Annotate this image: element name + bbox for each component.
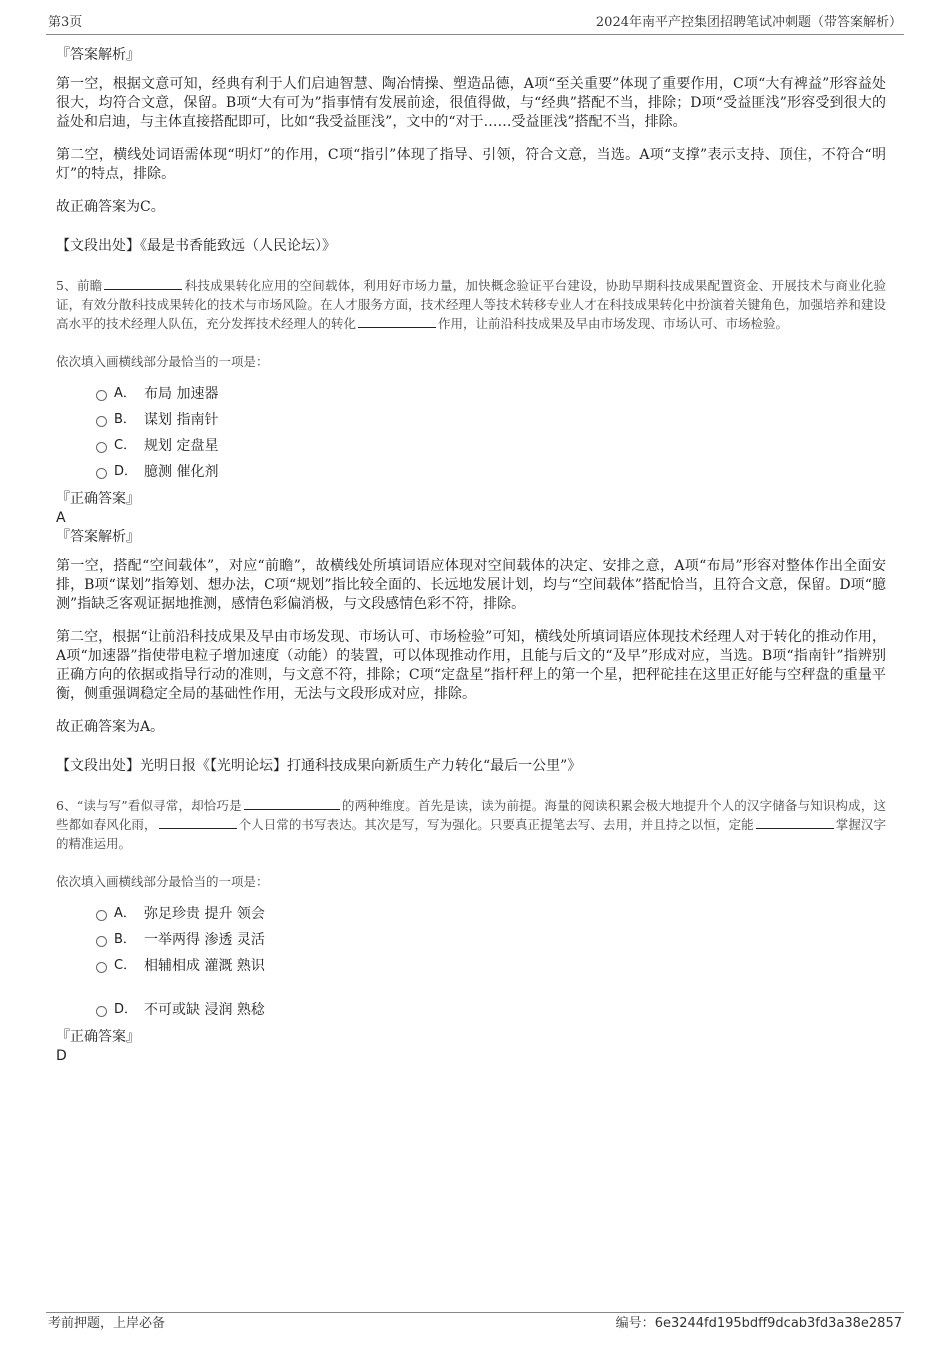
option-c[interactable]: C． 相辅相成 灌溉 熟识 [96,953,886,979]
question-prompt: 依次填入画横线部分最恰当的一项是： [56,874,269,889]
blank-line [159,816,237,829]
page-footer [46,1312,904,1331]
answer-label: 『正确答案』 [56,491,140,507]
radio-icon[interactable] [96,442,107,453]
correct-answer: A [56,510,66,526]
options-list-6 [56,901,886,1023]
source-citation: 【文段出处】光明日报《【光明论坛】打通科技成果向新质生产力转化“最后一公里”》 [56,758,582,774]
page-content [56,45,886,1065]
conclusion: 故正确答案为A。 [56,719,165,735]
analysis-paragraph: 第一空，根据文意可知，经典有利于人们启迪智慧、陶冶情操、塑造品德，A项“至关重要”体现了重要作用，C项“大有裨益”形容益处很大，均符合文意，保留。B项“大有可为”指事情有发展前途，很值得做，与“经典”搭配不当，排除；D项“受益匪浅”形容受到很大的益处和启迪，与主体直接搭配即可，比如“我受益匪浅”，文中的“对于……受益匪浅”搭配不当，排除。 [56,76,886,130]
radio-icon[interactable] [96,936,107,947]
option-d[interactable]: D． 不可或缺 浸润 熟稔 [96,997,886,1023]
blank-line [104,277,182,290]
footer-slogan: 考前押题，上岸必备 [48,1316,166,1331]
radio-icon[interactable] [96,468,107,479]
radio-icon[interactable] [96,962,107,973]
radio-icon[interactable] [96,1006,107,1017]
document-title: 2024年南平产控集团招聘笔试冲刺题（带答案解析） [595,15,902,30]
option-d[interactable]: D． 臆测 催化剂 [96,459,886,485]
blank-line [358,315,436,328]
option-c[interactable]: C． 规划 定盘星 [96,433,886,459]
analysis-label: 『答案解析』 [56,47,140,63]
analysis-label: 『答案解析』 [56,529,140,545]
document-code: 编号：6e3244fd195bdff9dcab3fd3a38e2857 [615,1316,902,1331]
option-b[interactable]: B． 谋划 指南针 [96,407,886,433]
radio-icon[interactable] [96,390,107,401]
conclusion: 故正确答案为C。 [56,199,165,215]
analysis-paragraph: 第一空，搭配“空间载体”，对应“前瞻”，故横线处所填词语应体现对空间载体的决定、安排之意，A项“布局”形容对整体作出全面安排，B项“谋划”指筹划、想办法，C项“规划”指比较全面的、长远地发展计划，均与“空间载体”搭配恰当，且符合文意，保留。D项“臆测”指缺乏客观证据地推测，感情色彩偏消极，与文段感情色彩不符，排除。 [56,558,886,612]
option-a[interactable]: A． 布局 加速器 [96,381,886,407]
radio-icon[interactable] [96,416,107,427]
source-citation: 【文段出处】《最是书香能致远（人民论坛）》 [56,238,336,254]
option-a[interactable]: A． 弥足珍贵 提升 领会 [96,901,886,927]
question-stem-5: 5、前瞻 科技成果转化应用的空间载体，利用好市场力量，加快概念验证平台建设，协助早期科技成果配置资金、开展技术与商业化验证，有效分散科技成果转化的技术与市场风险。在人才服务方面，技术经理人等技术转移专业人才在科技成果转化中扮演着关键角色，加强培养和建设高水平的技术经理人队伍，充分发挥技术经理人的转化 作用，让前沿科技成果及早由市场发现、市场认可、市场检验。 [56,278,886,331]
blank-line [244,797,340,810]
question-stem-6: 6、“读与写”看似寻常，却恰巧是 的两种维度。首先是读，读为前提。海量的阅读积累会极大地提升个人的汉字储备与知识构成，这些都如春风化雨， 个人日常的书写表达。其次是写，写为强化。只要真正提笔去写、去用，并且持之以恒，定能 掌握汉字的精准运用。 [56,798,886,851]
blank-line [756,816,834,829]
question-prompt: 依次填入画横线部分最恰当的一项是： [56,354,269,369]
options-list-5 [56,381,886,485]
answer-label: 『正确答案』 [56,1029,140,1045]
analysis-paragraph: 第二空，横线处词语需体现“明灯”的作用，C项“指引”体现了指导、引领，符合文意，当选。A项“支撑”表示支持、顶住，不符合“明灯”的特点，排除。 [56,147,886,182]
option-b[interactable]: B． 一举两得 渗透 灵活 [96,927,886,953]
correct-answer: D [56,1048,67,1064]
radio-icon[interactable] [96,910,107,921]
analysis-paragraph: 第二空，根据“让前沿科技成果及早由市场发现、市场认可、市场检验”可知，横线处所填词语应体现技术经理人对于转化的推动作用，A项“加速器”指使带电粒子增加速度（动能）的装置，可以体现推动作用，且能与后文的“及早”形成对应，当选。B项“指南针”指辨别正确方向的依据或指导行动的准则，与文意不符，排除；C项“定盘星”指杆秤上的第一个星，把秤砣挂在这里正好能与空秤盘的重量平衡，侧重强调稳定全局的基础性作用，无法与文段形成对应，排除。 [56,629,886,702]
page-header [46,14,904,35]
page-number: 第3页 [48,15,83,30]
